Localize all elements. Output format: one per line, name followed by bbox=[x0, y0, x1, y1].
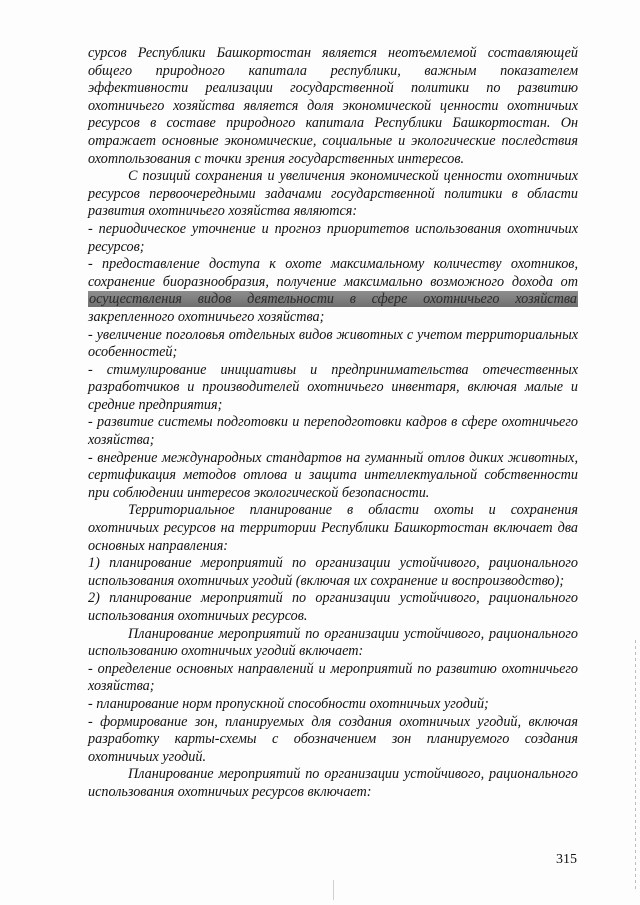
paragraph bbox=[88, 362, 578, 415]
paragraph-text: 1) планирование мероприятий по организации устойчивого, рационального использования охотничьих угодий (включая их сохранение и воспроизводство); bbox=[88, 555, 578, 589]
page-number: 315 bbox=[556, 852, 577, 867]
paragraph-text: - развитие системы подготовки и переподготовки кадров в сфере охотничьего хозяйства; bbox=[88, 414, 578, 449]
paragraph-text: - внедрение международных стандартов на гуманный отлов диких животных, сертификация методов отлова и защита интеллектуальной собственности при соблюдении интересов экологической безопасности. bbox=[88, 449, 578, 501]
paragraph bbox=[88, 45, 578, 168]
paragraph-text: - формирование зон, планируемых для создания охотничьих угодий, включая разработку карты-схемы с обозначением зон планируемого создания охотничьих угодий. bbox=[88, 713, 578, 765]
paragraph bbox=[88, 766, 578, 801]
scan-edge-mark bbox=[635, 640, 636, 890]
paragraph-text: - предоставление доступа к охоте максимальному количеству охотников, сохранение биоразнообразия, получение максимально возможного дохода от bbox=[88, 256, 578, 290]
paragraph-text: Территориальное планирование в области охоты и сохранения охотничьих ресурсов на территории Республики Башкортостан включает два основных направления: bbox=[88, 502, 578, 554]
paragraph bbox=[88, 555, 578, 590]
scan-bottom-mark bbox=[333, 880, 334, 900]
paragraph bbox=[88, 221, 578, 256]
paragraph-text: 2) планирование мероприятий по организации устойчивого, рационального использования охотничьих ресурсов. bbox=[88, 590, 578, 624]
paragraph bbox=[88, 256, 578, 326]
paragraph-text: сурсов Республики Башкортостан является неотъемлемой составляющей общего природного капитала республики, важным показателем эффективности реализации государственной политики по развитию охотничьего хозяйства является доля экономической ценности охотничьих ресурсов в составе природного капитала Республики Башкортостан. Он отражает основные экономические, социальные и экологические последствия охотпользования с точки зрения государственных интересов. bbox=[88, 45, 578, 167]
paragraph bbox=[88, 327, 578, 362]
paragraph bbox=[88, 661, 578, 696]
paragraph-text: - увеличение поголовья отдельных видов животных с учетом территориальных особенностей; bbox=[88, 326, 578, 361]
paragraph bbox=[88, 696, 578, 714]
paragraph-text: С позиций сохранения и увеличения экономической ценности охотничьих ресурсов первоочередными задачами государственной политики в области развития охотничьего хозяйства являются: bbox=[88, 168, 578, 220]
body-text bbox=[88, 45, 578, 802]
paragraph bbox=[88, 502, 578, 555]
highlighted-text: осуществления видов деятельности в сфере охотничьего хозяйства bbox=[89, 291, 577, 308]
paragraph bbox=[88, 714, 578, 767]
paragraph-text: Планирование мероприятий по организации устойчивого, рационального использованию охотничьих угодий включает: bbox=[88, 625, 578, 660]
paragraph-text: - планирование норм пропускной способности охотничьих угодий; bbox=[88, 695, 489, 712]
paragraph-text-continued: закрепленного охотничьего хозяйства; bbox=[88, 308, 325, 325]
paragraph-text: Планирование мероприятий по организации устойчивого, рационального использования охотничьих ресурсов включает: bbox=[88, 766, 578, 800]
paragraph bbox=[88, 626, 578, 661]
paragraph-text: - периодическое уточнение и прогноз приоритетов использования охотничьих ресурсов; bbox=[88, 220, 578, 255]
paragraph bbox=[88, 414, 578, 449]
paragraph bbox=[88, 590, 578, 625]
paragraph-text: - стимулирование инициативы и предпринимательства отечественных разработчиков и производителей охотничьего инвентаря, включая малые и средние предприятия; bbox=[88, 361, 578, 413]
paragraph bbox=[88, 450, 578, 503]
paragraph bbox=[88, 168, 578, 221]
paragraph-text: - определение основных направлений и мероприятий по развитию охотничьего хозяйства; bbox=[88, 660, 578, 695]
